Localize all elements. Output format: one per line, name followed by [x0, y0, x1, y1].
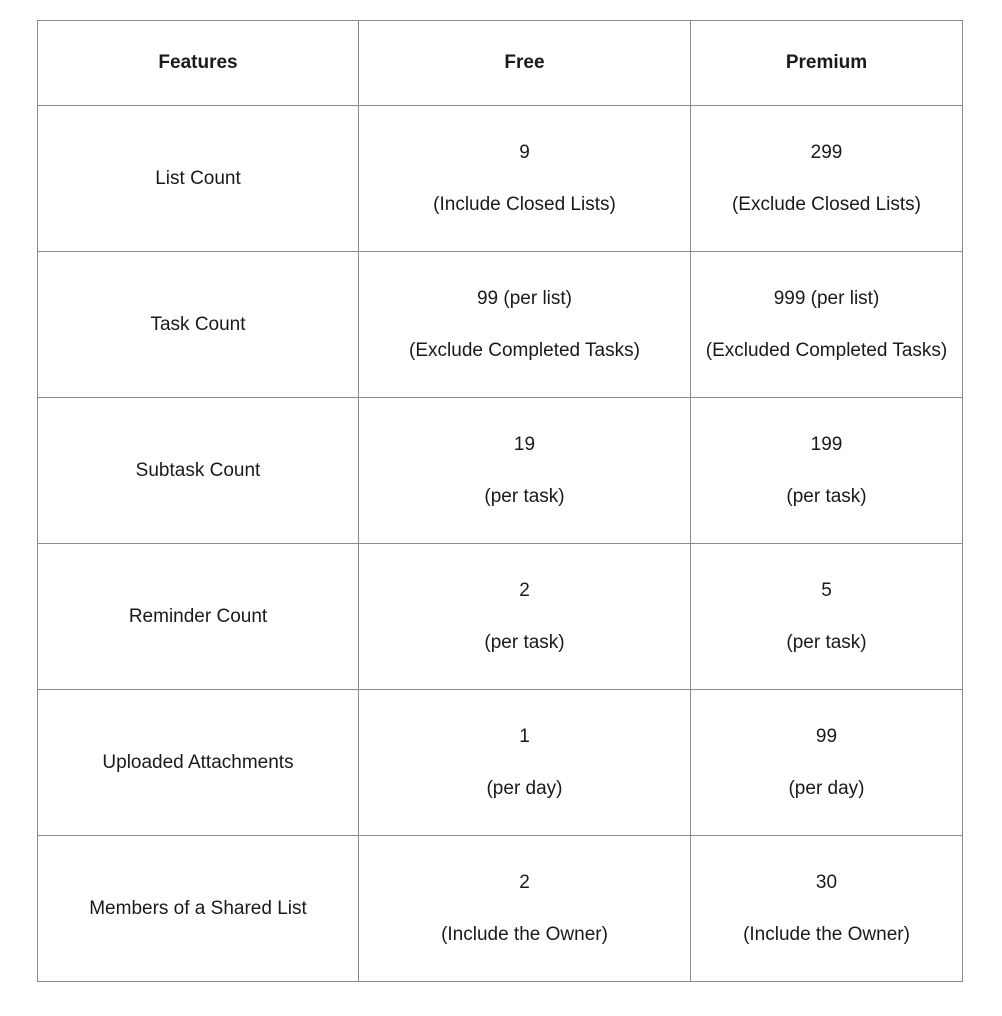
premium-note: (per task)	[786, 631, 867, 653]
header-free: Free	[359, 21, 691, 106]
premium-cell	[691, 690, 963, 836]
premium-value: 199	[810, 433, 843, 455]
table-row	[38, 398, 963, 544]
premium-value: 99	[815, 725, 838, 747]
premium-value: 30	[815, 871, 838, 893]
feature-cell	[38, 106, 359, 252]
feature-cell	[38, 398, 359, 544]
free-note: (per task)	[484, 485, 565, 507]
header-features: Features	[38, 21, 359, 106]
free-cell	[359, 106, 691, 252]
table-row	[38, 836, 963, 982]
table-row	[38, 690, 963, 836]
free-value: 19	[513, 433, 536, 455]
feature-cell	[38, 544, 359, 690]
premium-value: 999 (per list)	[773, 287, 880, 309]
plan-comparison-table	[37, 20, 963, 982]
premium-note: (Excluded Completed Tasks)	[705, 339, 948, 361]
table-row	[38, 106, 963, 252]
free-value: 2	[519, 579, 530, 601]
premium-cell	[691, 106, 963, 252]
feature-label: Task Count	[150, 313, 246, 335]
free-value: 99 (per list)	[476, 287, 573, 309]
free-note: (Exclude Completed Tasks)	[409, 339, 640, 361]
premium-note: (per task)	[786, 485, 867, 507]
premium-cell	[691, 398, 963, 544]
free-cell	[359, 544, 691, 690]
feature-label: Members of a Shared List	[89, 897, 307, 919]
premium-value: 299	[810, 141, 843, 163]
free-value: 9	[519, 141, 530, 163]
table-row	[38, 544, 963, 690]
premium-cell	[691, 252, 963, 398]
premium-note: (per day)	[788, 777, 865, 799]
feature-label: List Count	[155, 167, 241, 189]
feature-label: Uploaded Attachments	[102, 751, 294, 773]
free-cell	[359, 398, 691, 544]
free-cell	[359, 690, 691, 836]
free-note: (Include the Owner)	[441, 923, 608, 945]
feature-label: Reminder Count	[128, 605, 268, 627]
feature-cell	[38, 836, 359, 982]
feature-cell	[38, 690, 359, 836]
premium-note: (Include the Owner)	[743, 923, 910, 945]
free-note: (per day)	[486, 777, 563, 799]
premium-note: (Exclude Closed Lists)	[731, 193, 922, 215]
free-note: (Include Closed Lists)	[433, 193, 616, 215]
table-row	[38, 252, 963, 398]
free-note: (per task)	[484, 631, 565, 653]
feature-label: Subtask Count	[135, 459, 261, 481]
feature-cell	[38, 252, 359, 398]
premium-cell	[691, 544, 963, 690]
table-header-row	[38, 21, 963, 106]
free-value: 1	[519, 725, 530, 747]
premium-value: 5	[821, 579, 832, 601]
free-cell	[359, 252, 691, 398]
free-cell	[359, 836, 691, 982]
premium-cell	[691, 836, 963, 982]
free-value: 2	[519, 871, 530, 893]
header-premium: Premium	[691, 21, 963, 106]
